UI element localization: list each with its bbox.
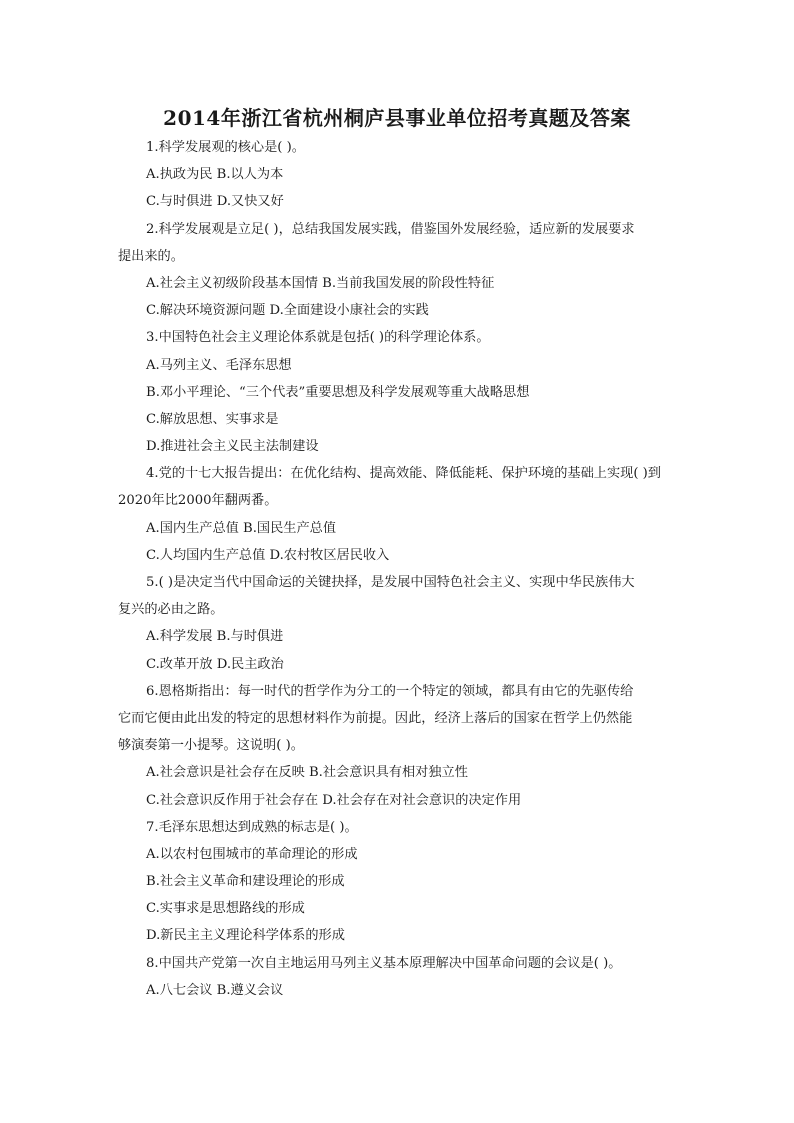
text-line: C.实事求是思想路线的形成	[146, 901, 305, 917]
text-line: B.社会主义革命和建设理论的形成	[146, 874, 345, 890]
text-line: 3.中国特色社会主义理论体系就是包括( )的科学理论体系。	[146, 330, 490, 346]
text-line: 复兴的必由之路。	[118, 602, 224, 618]
text-line: C.解决环境资源问题 D.全面建设小康社会的实践	[146, 303, 429, 319]
text-line: 1.科学发展观的核心是( )。	[146, 140, 305, 155]
text-line: 2020年比2000年翻两番。	[118, 493, 278, 509]
text-line: A.执政为民 B.以人为本	[146, 167, 284, 183]
text-line: A.马列主义、毛泽东思想	[146, 357, 292, 373]
text-line: C.社会意识反作用于社会存在 D.社会存在对社会意识的决定作用	[146, 792, 522, 808]
text-line: A.八七会议 B.遵义会议	[146, 982, 284, 998]
text-line: D.新民主主义理论科学体系的形成	[146, 928, 345, 944]
text-line: 4.党的十七大报告提出：在优化结构、提高效能、降低能耗、保护环境的基础上实现( )到	[146, 466, 661, 482]
text-line: 8.中国共产党第一次自主地运用马列主义基本原理解决中国革命问题的会议是( )。	[146, 955, 622, 971]
text-line: C.解放思想、实事求是	[146, 411, 279, 427]
text-line: A.科学发展 B.与时俱进	[146, 629, 284, 645]
text-line: A.社会主义初级阶段基本国情 B.当前我国发展的阶段性特征	[146, 275, 495, 291]
text-line: A.国内生产总值 B.国民生产总值	[146, 520, 337, 536]
text-line: B.邓小平理论、“三个代表”重要思想及科学发展观等重大战略思想	[146, 384, 530, 400]
text-line: D.推进社会主义民主法制建设	[146, 439, 319, 455]
text-line: C.人均国内生产总值 D.农村牧区居民收入	[146, 547, 390, 563]
text-line: 提出来的。	[118, 248, 184, 264]
text-line: C.与时俱进 D.又快又好	[146, 194, 284, 210]
text-line: 它而它便由此出发的特定的思想材料作为前提。因此，经济上落后的国家在哲学上仍然能	[118, 710, 633, 726]
text-line: A.以农村包围城市的革命理论的形成	[146, 846, 358, 862]
question-list	[118, 134, 718, 1004]
text-line: A.社会意识是社会存在反映 B.社会意识具有相对独立性	[146, 765, 468, 781]
text-line: 够演奏第一小提琴。这说明( )。	[118, 738, 304, 754]
text-line: 5.( )是决定当代中国命运的关键抉择，是发展中国特色社会主义、实现中华民族伟大	[146, 575, 635, 590]
text-line: 6.恩格斯指出：每一时代的哲学作为分工的一个特定的领域，都具有由它的先驱传给	[146, 683, 634, 699]
text-line: 7.毛泽东思想达到成熟的标志是( )。	[146, 819, 358, 835]
document-title: 2014年浙江省杭州桐庐县事业单位招考真题及答案	[163, 106, 631, 130]
text-line: C.改革开放 D.民主政治	[146, 656, 284, 672]
text-line: 2.科学发展观是立足( )，总结我国发展实践，借鉴国外发展经验，适应新的发展要求	[146, 221, 635, 237]
